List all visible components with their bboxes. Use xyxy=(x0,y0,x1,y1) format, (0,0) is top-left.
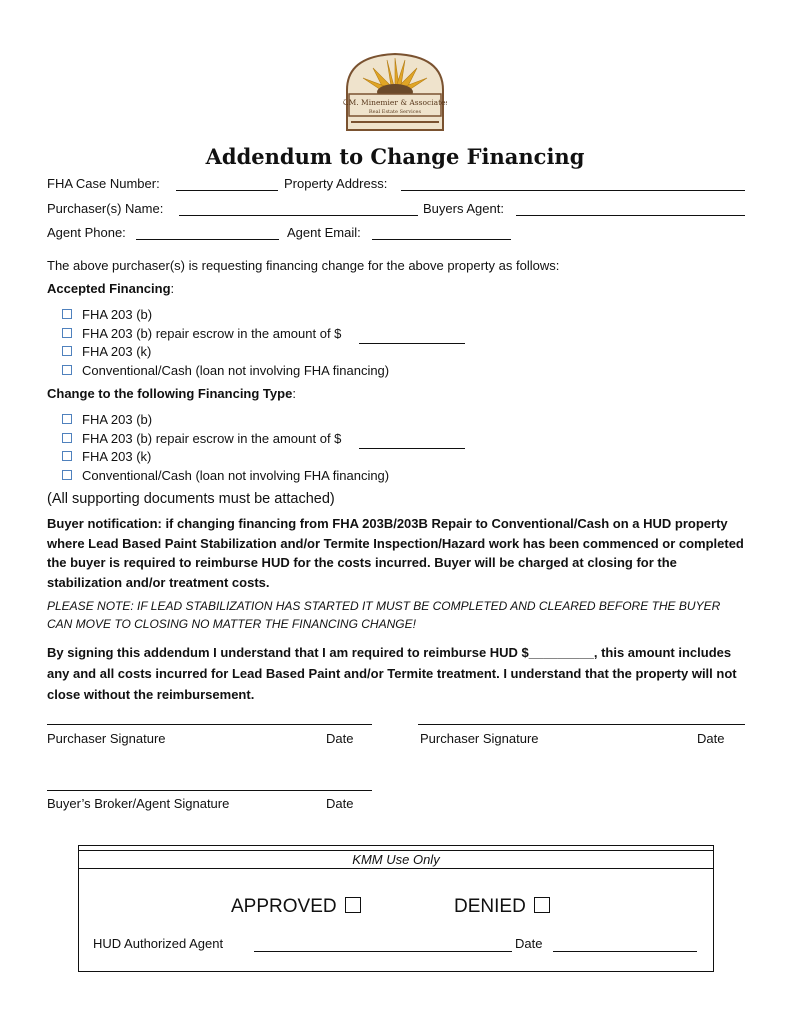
option-label: FHA 203 (b) xyxy=(82,412,153,427)
checkbox-icon[interactable] xyxy=(62,309,72,319)
hud-date-field[interactable] xyxy=(553,951,697,952)
agent-email-label: Agent Email: xyxy=(287,225,361,240)
change-option-3[interactable] xyxy=(62,449,151,465)
fha-case-number-field[interactable] xyxy=(176,190,278,191)
option-label: FHA 203 (k) xyxy=(82,449,152,464)
purchaser-date-label-2: Date xyxy=(697,731,725,746)
supporting-docs-note: (All supporting documents must be attached) xyxy=(47,491,335,507)
logo-company-name: K.M. Minemier & Associates xyxy=(343,98,447,107)
accepted-option-1[interactable] xyxy=(62,307,152,323)
purchaser-date-label-1: Date xyxy=(326,731,354,746)
purchaser-signature-label-2: Purchaser Signature xyxy=(420,731,539,746)
accepted-option-4[interactable] xyxy=(62,363,389,379)
change-to-heading xyxy=(47,386,296,402)
accepted-heading-colon: : xyxy=(170,281,175,296)
buyers-agent-label: Buyers Agent: xyxy=(423,201,504,216)
hud-date-label: Date xyxy=(515,936,543,951)
hud-agent-field[interactable] xyxy=(254,951,512,952)
accepted-option-2[interactable] xyxy=(62,326,341,342)
accepted-option-3[interactable] xyxy=(62,344,151,360)
purchaser-name-field[interactable] xyxy=(179,215,418,216)
change-option-1[interactable] xyxy=(62,412,152,428)
signing-statement: By signing this addendum I understand that I am required to reimburse HUD $_________, this amount includes any and all costs incurred for Lead Based Paint and/or Termite treatment. I understand that the property will not close without the reimbursement. xyxy=(47,645,737,702)
broker-signature-label: Buyer’s Broker/Agent Signature xyxy=(47,796,230,811)
checkbox-icon[interactable] xyxy=(62,328,72,338)
company-logo xyxy=(343,50,447,132)
agent-phone-label: Agent Phone: xyxy=(47,225,126,240)
option-label: FHA 203 (b) repair escrow in the amount of $ xyxy=(82,326,342,341)
hud-agent-label: HUD Authorized Agent xyxy=(93,936,224,951)
page-title: Addendum to Change Financing xyxy=(205,144,585,169)
denied-label: DENIED xyxy=(454,896,526,917)
change-option-2[interactable] xyxy=(62,431,341,447)
checkbox-icon[interactable] xyxy=(62,433,72,443)
kmm-header-rule xyxy=(79,868,713,869)
denied-checkbox-icon[interactable] xyxy=(534,897,550,913)
approved-option[interactable] xyxy=(231,896,361,918)
broker-date-label: Date xyxy=(326,796,354,811)
property-address-field[interactable] xyxy=(401,190,745,191)
broker-signature-line[interactable] xyxy=(47,790,372,791)
change-escrow-amount-field[interactable] xyxy=(359,448,465,449)
purchaser-signature-line-1[interactable] xyxy=(47,724,372,725)
denied-option[interactable] xyxy=(454,896,550,918)
checkbox-icon[interactable] xyxy=(62,470,72,480)
buyers-agent-field[interactable] xyxy=(516,215,745,216)
agent-email-field[interactable] xyxy=(372,239,511,240)
change-heading-colon: : xyxy=(292,386,296,401)
intro-text: The above purchaser(s) is requesting financing change for the above property as follows: xyxy=(47,258,560,273)
option-label: Conventional/Cash (loan not involving FHA financing) xyxy=(82,468,390,483)
accepted-escrow-amount-field[interactable] xyxy=(359,343,465,344)
purchaser-signature-label-1: Purchaser Signature xyxy=(47,731,166,746)
fha-case-number-label: FHA Case Number: xyxy=(47,176,160,191)
logo-tagline: Real Estate Services xyxy=(368,109,422,115)
change-option-4[interactable] xyxy=(62,468,389,484)
approved-checkbox-icon[interactable] xyxy=(345,897,361,913)
buyer-notification: Buyer notification: if changing financing from FHA 203B/203B Repair to Conventional/Cash on a HUD property where Lead Based Paint Stabilization and/or Termite Inspection/Hazard work has been commenced or completed the buyer is required to reimburse HUD for the costs incurred. Buyer will be charged at closing for the stabilization and/or treatment costs. xyxy=(47,516,744,590)
purchaser-name-label: Purchaser(s) Name: xyxy=(47,201,164,216)
please-note: PLEASE NOTE: IF LEAD STABILIZATION HAS STARTED IT MUST BE COMPLETED AND CLEARED BEFORE THE BUYER CAN MOVE TO CLOSING NO MATTER THE FINANCING CHANGE! xyxy=(47,599,721,631)
option-label: FHA 203 (b) xyxy=(82,307,153,322)
option-label: FHA 203 (b) repair escrow in the amount of $ xyxy=(82,431,342,446)
accepted-financing-heading xyxy=(47,281,174,297)
checkbox-icon[interactable] xyxy=(62,346,72,356)
kmm-use-only-box xyxy=(78,845,714,972)
property-address-label: Property Address: xyxy=(284,176,388,191)
change-heading-text: Change to the following Financing Type xyxy=(47,386,293,401)
kmm-header: KMM Use Only xyxy=(352,852,440,867)
option-label: FHA 203 (k) xyxy=(82,344,152,359)
approved-label: APPROVED xyxy=(231,896,337,917)
checkbox-icon[interactable] xyxy=(62,365,72,375)
option-label: Conventional/Cash (loan not involving FHA financing) xyxy=(82,363,390,378)
checkbox-icon[interactable] xyxy=(62,414,72,424)
checkbox-icon[interactable] xyxy=(62,451,72,461)
purchaser-signature-line-2[interactable] xyxy=(418,724,745,725)
sunflower-logo-icon xyxy=(343,50,447,132)
agent-phone-field[interactable] xyxy=(136,239,279,240)
accepted-heading-text: Accepted Financing xyxy=(47,281,171,296)
